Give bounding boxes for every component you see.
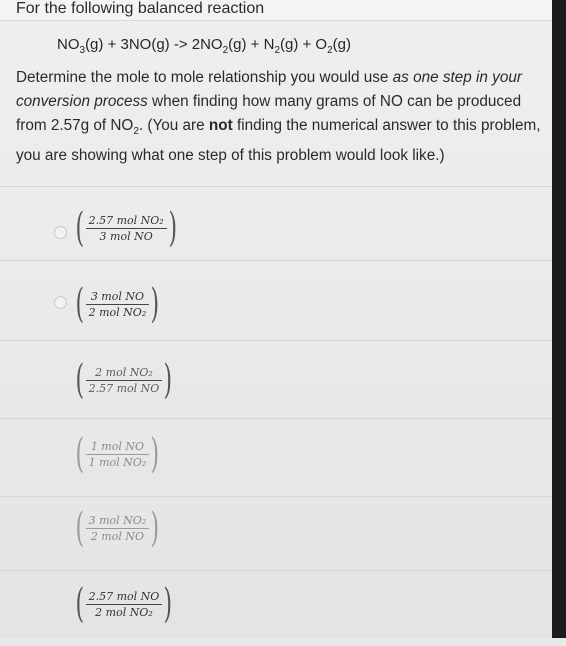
numerator: 1 mol NO	[90, 439, 145, 453]
fraction-body	[86, 514, 150, 543]
fraction-body	[86, 440, 150, 469]
right-paren: )	[168, 205, 177, 251]
right-paren: )	[163, 357, 173, 403]
answer-option-3[interactable]	[0, 350, 552, 420]
left-paren: (	[75, 431, 85, 477]
divider	[0, 340, 552, 341]
reaction-equation: $NO_3(g) + 3NO(g) -> 2NO_2(g) + N_2(g) + O_2(g)$	[57, 36, 352, 56]
numerator: 3 mol NO₂	[88, 513, 147, 527]
question-text: Determine the mole to mole relationship you would use as one step in your conversion process when finding how many grams of NO can be produced from 2.57g of $NO_2$. (You are not finding the numerical answer to this problem, you are showing what one step of this problem would look like.)	[16, 69, 541, 165]
numerator: 2.57 mol NO₂	[88, 213, 164, 227]
radio-button[interactable]	[54, 226, 67, 239]
left-paren: (	[75, 357, 85, 403]
fraction-body	[86, 366, 163, 395]
divider	[0, 186, 552, 187]
numerator: 2 mol NO₂	[95, 365, 153, 379]
fraction	[72, 357, 176, 403]
divider	[0, 260, 552, 261]
left-paren: (	[75, 505, 85, 551]
answer-option-2[interactable]	[0, 272, 552, 342]
right-paren: )	[150, 281, 160, 327]
intro-text: For the following balanced reaction	[16, 0, 265, 17]
numerator: 2.57 mol NO	[88, 589, 160, 603]
denominator: 1 mol NO₂	[88, 455, 147, 469]
fraction	[72, 505, 163, 551]
left-paren: (	[75, 581, 85, 627]
answer-option-6[interactable]	[0, 576, 552, 646]
denominator: 3 mol NO	[99, 229, 153, 243]
fraction	[72, 581, 176, 627]
fraction	[72, 431, 163, 477]
numerator: 3 mol NO	[90, 289, 145, 303]
fraction-body	[86, 290, 150, 319]
fraction	[72, 205, 180, 251]
radio-button[interactable]	[54, 296, 67, 309]
fraction	[72, 281, 163, 327]
answer-option-1[interactable]	[0, 198, 552, 268]
answer-option-5[interactable]	[0, 504, 552, 574]
fraction-body	[86, 214, 167, 243]
divider	[0, 418, 552, 419]
right-paren: )	[163, 581, 173, 627]
divider	[0, 496, 552, 497]
denominator: 2 mol NO₂	[95, 605, 153, 619]
answer-option-4[interactable]	[0, 428, 552, 498]
left-paren: (	[75, 281, 85, 327]
fraction-body	[86, 590, 163, 619]
left-paren: (	[75, 205, 85, 251]
denominator: 2.57 mol NO	[88, 381, 160, 395]
denominator: 2 mol NO	[90, 529, 145, 543]
denominator: 2 mol NO₂	[88, 305, 147, 319]
right-paren: )	[150, 431, 160, 477]
right-paren: )	[150, 505, 160, 551]
divider	[0, 570, 552, 571]
